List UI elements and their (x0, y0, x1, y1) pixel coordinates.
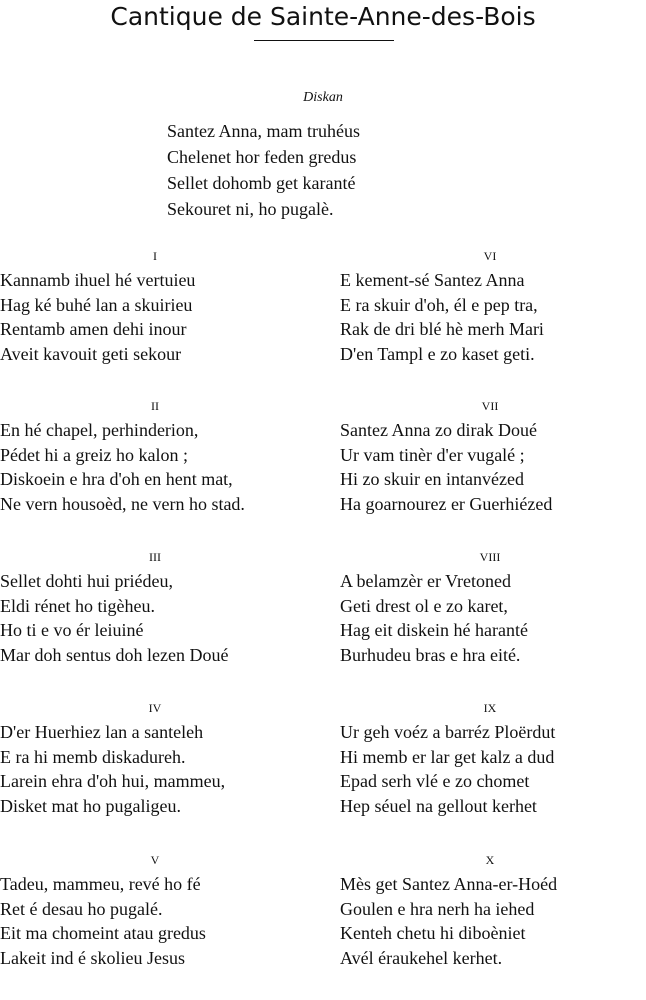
stanza-line: Larein ehra d'oh hui, mammeu, (0, 771, 226, 791)
stanza-line: Hi zo skuir en intanvézed (340, 469, 524, 489)
stanza-line: Ne vern housoèd, ne vern ho stad. (0, 493, 245, 514)
stanza-line: Ur geh voéz a barréz Ploërdut (340, 722, 556, 742)
stanza-line: Sellet dohti hui priédeu, (0, 571, 173, 591)
stanza-line: Burhudeu bras e hra eité. (340, 644, 521, 665)
stanza-number: VI (483, 249, 497, 263)
refrain (167, 118, 360, 222)
stanza-line: Mès get Santez Anna-er-Hoéd (340, 874, 558, 894)
stanza-line: Hi memb er lar get kalz a dud (340, 746, 555, 767)
stanza-line: Mar doh sentus doh lezen Doué (0, 644, 229, 665)
stanza-number: I (153, 249, 157, 263)
stanza-line: Hag ké buhé lan a skuirieu (0, 294, 193, 315)
stanza-line: E ra hi memb diskadureh. (0, 746, 186, 767)
stanza-number: VII (481, 399, 499, 413)
refrain-line: Santez Anna, mam truhéus (167, 121, 360, 141)
stanza-line: Kannamb ihuel hé vertuieu (0, 270, 196, 290)
refrain-line: Chelenet hor feden gredus (167, 147, 357, 167)
stanza-line: Santez Anna zo dirak Doué (340, 420, 537, 440)
stanza-line: Hep séuel na gellout kerhet (340, 795, 537, 816)
stanza-line: Lakeit ind é skolieu Jesus (0, 947, 185, 968)
stanza-number: III (149, 550, 161, 564)
stanza-line: D'en Tampl e zo kaset geti. (340, 343, 535, 364)
stanza-line: Ho ti e vo ér leiuiné (0, 620, 144, 640)
stanza-line: Diskoein e hra d'oh en hent mat, (0, 469, 233, 489)
stanza-number: IX (483, 701, 497, 715)
stanza-5 (0, 850, 310, 970)
stanza-line: Epad serh vlé e zo chomet (340, 771, 530, 791)
stanza-line: Pédet hi a greiz ho kalon ; (0, 444, 188, 465)
stanza-line: Eldi rénet ho tigèheu. (0, 595, 155, 616)
refrain-line: Sellet dohomb get karanté (167, 173, 356, 193)
stanza-line: En hé chapel, perhinderion, (0, 420, 199, 440)
stanza-4 (0, 698, 310, 818)
stanza-2 (0, 396, 310, 516)
stanza-line: D'er Huerhiez lan a santeleh (0, 722, 204, 742)
stanza-line: Geti drest ol e zo karet, (340, 595, 508, 616)
stanza-3 (0, 547, 310, 667)
stanza-number: V (150, 853, 160, 867)
stanza-number: VIII (479, 550, 501, 564)
stanza-line: Rentamb amen dehi inour (0, 319, 187, 339)
stanza-10 (340, 850, 640, 970)
stanza-line: Disket mat ho pugaligeu. (0, 795, 181, 816)
stanza-line: Rak de dri blé hè merh Mari (340, 319, 544, 339)
stanza-line: Goulen e hra nerh ha iehed (340, 898, 535, 919)
stanza-line: Ret é desau ho pugalé. (0, 898, 163, 919)
stanza-number: X (485, 853, 495, 867)
stanza-line: E ra skuir d'oh, él e pep tra, (340, 294, 538, 315)
stanza-6 (340, 246, 640, 366)
stanza-line: Aveit kavouit geti sekour (0, 343, 182, 364)
stanza-7 (340, 396, 640, 516)
page-title: Cantique de Sainte-Anne-des-Bois (110, 2, 536, 31)
stanza-line: Kenteh chetu hi diboèniet (340, 923, 526, 943)
stanza-line: Ha goarnourez er Guerhiézed (340, 493, 553, 514)
title-underline (254, 40, 394, 41)
stanza-1 (0, 246, 310, 366)
stanza-line: E kement-sé Santez Anna (340, 270, 525, 290)
stanza-8 (340, 547, 640, 667)
stanza-line: Ur vam tinèr d'er vugalé ; (340, 444, 525, 465)
stanza-line: A belamzèr er Vretoned (340, 571, 512, 591)
stanza-line: Avél éraukehel kerhet. (340, 947, 503, 968)
refrain-line: Sekouret ni, ho pugalè. (167, 199, 334, 219)
refrain-label: Diskan (303, 90, 343, 105)
stanza-number: II (151, 399, 159, 413)
stanza-line: Eit ma chomeint atau gredus (0, 923, 206, 943)
stanza-9 (340, 698, 640, 818)
stanza-line: Tadeu, mammeu, revé ho fé (0, 874, 201, 894)
stanza-line: Hag eit diskein hé haranté (340, 620, 528, 640)
stanza-number: IV (148, 701, 162, 715)
